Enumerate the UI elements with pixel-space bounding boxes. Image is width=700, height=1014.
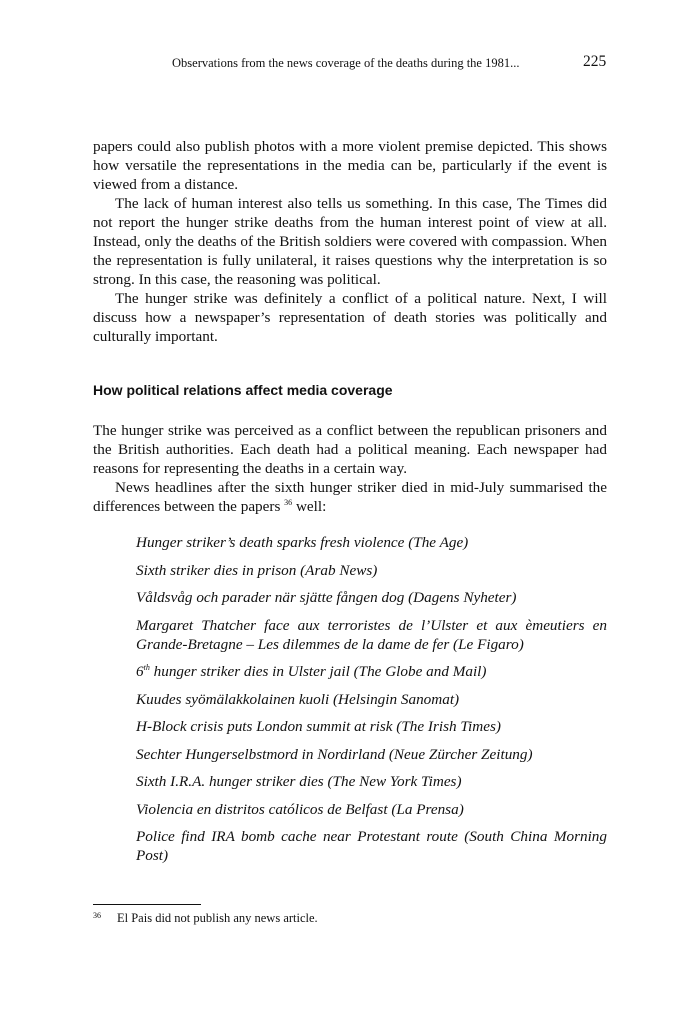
paragraph <box>93 478 607 516</box>
headline-ordinal-suffix: th <box>143 663 150 672</box>
running-head <box>0 55 700 75</box>
headline-item: Police find IRA bomb cache near Protestant route (South China Morning Post) <box>136 828 607 864</box>
headline-item: Våldsvåg och parader när sjätte fången dog (Dagens Nyheter) <box>136 589 517 606</box>
section-heading: How political relations affect media coverage <box>93 382 393 398</box>
headline-text: hunger striker dies in Ulster jail (The Globe and Mail) <box>149 663 487 680</box>
footnote-number: 36 <box>93 911 101 920</box>
paragraph: papers could also publish photos with a more violent premise depicted. This shows how versatile the representations in the media can be, particularly if the event is viewed from a distance. <box>93 138 607 193</box>
headline-list <box>136 533 607 874</box>
headline-number: 6 <box>136 663 144 680</box>
headline-item: Sixth striker dies in prison (Arab News) <box>136 561 378 579</box>
paragraph: The hunger strike was perceived as a conflict between the republican prisoners and the British authorities. Each death had a political meaning. Each newspaper had reasons for representing the deaths in a certain way. <box>93 422 607 477</box>
headline-item: Kuudes syömälakkolainen kuoli (Helsingin Sanomat) <box>136 690 460 708</box>
paragraph: The lack of human interest also tells us something. In this case, The Times did not report the hunger strike deaths from the human interest point of view at all. Instead, only the deaths of the British soldiers were covered with compassion. When the representation is fully unilateral, it raises questions why the interpretation is so strong. In this case, the reasoning was political. <box>93 195 607 288</box>
headline-item: Sixth I.R.A. hunger striker dies (The New York Times) <box>136 773 462 790</box>
running-title: Observations from the news coverage of the deaths during the 1981... <box>172 56 520 70</box>
paragraph-text: News headlines after the sixth hunger striker died in mid-July summarised the differences between the papers <box>93 479 607 515</box>
headline-item: Sechter Hungerselbstmord in Nordirland (Neue Zürcher Zeitung) <box>136 745 533 763</box>
footnote <box>93 908 607 926</box>
paragraph-text: well: <box>292 498 327 515</box>
footnote-text: El Pais did not publish any news article. <box>117 911 318 925</box>
headline-item <box>136 662 607 681</box>
headline-item: Violencia en distritos católicos de Belfast (La Prensa) <box>136 800 464 818</box>
footnote-reference: 36 <box>284 498 293 507</box>
body-text-block-1 <box>93 137 607 346</box>
paragraph: The hunger strike was definitely a conflict of a political nature. Next, I will discuss how a newspaper’s representation of death stories was politically and culturally important. <box>93 290 607 345</box>
headline-item: Margaret Thatcher face aux terroristes de l’Ulster et aux èmeutiers en Grande-Bretagne – Les dilemmes de la dame de fer (Le Figaro) <box>136 616 607 653</box>
headline-item: Hunger striker’s death sparks fresh violence (The Age) <box>136 534 469 551</box>
page-number: 225 <box>583 53 607 70</box>
headline-item: H-Block crisis puts London summit at risk (The Irish Times) <box>136 718 501 735</box>
footnote-divider <box>93 904 201 905</box>
body-text-block-2 <box>93 421 607 516</box>
